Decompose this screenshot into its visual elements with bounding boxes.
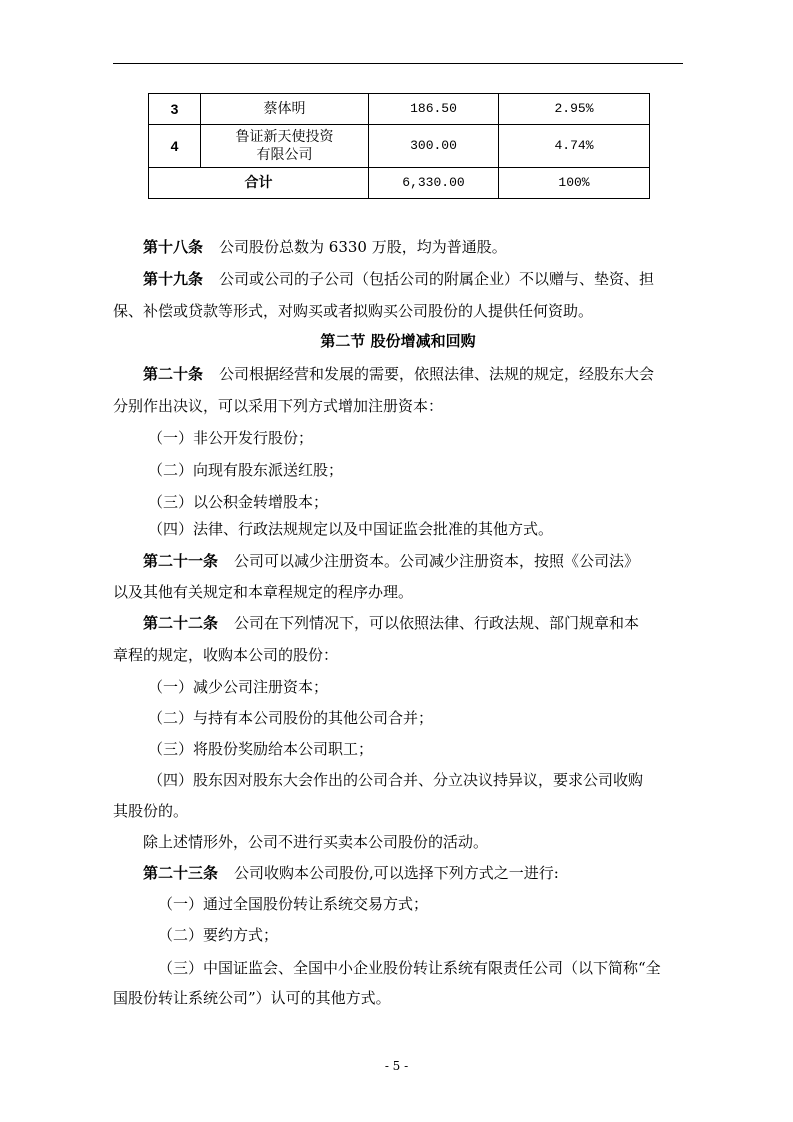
article-text: 公司收购本公司股份,可以选择下列方式之一进行: xyxy=(234,864,559,882)
article-19 xyxy=(143,264,713,294)
article-text: 公司股份总数为 6330 万股，均为普通股。 xyxy=(219,238,507,256)
article-21 xyxy=(143,546,713,576)
article-title: 第十九条 xyxy=(143,270,204,288)
shareholder-name-line1: 鲁证新天使投资 xyxy=(235,129,334,145)
table-total-row xyxy=(149,168,650,199)
shares-amount: 186.50 xyxy=(369,94,499,125)
table-row xyxy=(149,125,650,168)
article-title: 第二十二条 xyxy=(143,614,219,632)
total-ratio: 100% xyxy=(499,168,650,199)
section-heading: 第二节 股份增减和回购 xyxy=(320,332,476,350)
article-20 xyxy=(143,359,713,389)
list-item: （二）向现有股东派送红股； xyxy=(148,461,344,479)
share-ratio: 4.74% xyxy=(499,125,650,168)
row-number: 4 xyxy=(149,125,201,168)
header-rule xyxy=(113,63,683,64)
shareholder-name-line2: 有限公司 xyxy=(256,147,313,163)
total-label: 合计 xyxy=(149,168,369,199)
list-item: （三）将股份奖励给本公司职工； xyxy=(148,740,374,758)
article-23 xyxy=(143,858,713,888)
shareholder-name: 蔡体明 xyxy=(201,94,369,125)
article-22-cont: 章程的规定，收购本公司的股份： xyxy=(113,646,339,664)
article-text: 公司可以减少注册资本。公司减少注册资本，按照《公司法》 xyxy=(234,552,640,570)
list-item: （四）法律、行政法规规定以及中国证监会批准的其他方式。 xyxy=(148,520,554,538)
list-item: （二）与持有本公司股份的其他公司合并； xyxy=(148,709,434,727)
page-number: - 5 - xyxy=(384,1059,409,1073)
shares-amount: 300.00 xyxy=(369,125,499,168)
article-title: 第二十条 xyxy=(143,365,204,383)
shareholder-table xyxy=(148,93,650,199)
article-text: 公司根据经营和发展的需要，依照法律、法规的规定，经股东大会 xyxy=(219,365,655,383)
list-item: （一）通过全国股份转让系统交易方式； xyxy=(158,895,429,913)
article-text: 公司或公司的子公司（包括公司的附属企业）不以赠与、垫资、担 xyxy=(219,270,655,288)
closing-paragraph: 除上述情形外，公司不进行买卖本公司股份的活动。 xyxy=(143,833,489,851)
article-21-cont: 以及其他有关规定和本章程规定的程序办理。 xyxy=(113,583,414,601)
article-title: 第二十三条 xyxy=(143,864,219,882)
list-item: （一）非公开发行股份； xyxy=(148,429,314,447)
article-title: 第二十一条 xyxy=(143,552,219,570)
row-number: 3 xyxy=(149,94,201,125)
article-text: 公司在下列情况下，可以依照法律、行政法规、部门规章和本 xyxy=(234,614,640,632)
shareholder-name xyxy=(201,125,369,168)
article-20-cont: 分别作出决议，可以采用下列方式增加注册资本： xyxy=(113,397,444,415)
list-item-cont: 其股份的。 xyxy=(113,802,189,820)
list-item: （三）以公积金转增股本； xyxy=(148,493,329,511)
list-item-cont: 国股份转让系统公司”）认可的其他方式。 xyxy=(113,989,391,1007)
article-18 xyxy=(143,232,713,262)
list-item: （一）减少公司注册资本； xyxy=(148,678,329,696)
list-item: （三）中国证监会、全国中小企业股份转让系统有限责任公司（以下简称“全 xyxy=(158,959,661,977)
article-title: 第十八条 xyxy=(143,238,204,256)
table-row xyxy=(149,94,650,125)
total-shares: 6,330.00 xyxy=(369,168,499,199)
list-item: （四）股东因对股东大会作出的公司合并、分立决议持异议，要求公司收购 xyxy=(148,771,644,789)
article-19-cont: 保、补偿或贷款等形式，对购买或者拟购买公司股份的人提供任何资助。 xyxy=(113,302,594,320)
article-22 xyxy=(143,608,713,638)
list-item: （二）要约方式； xyxy=(158,926,279,944)
share-ratio: 2.95% xyxy=(499,94,650,125)
